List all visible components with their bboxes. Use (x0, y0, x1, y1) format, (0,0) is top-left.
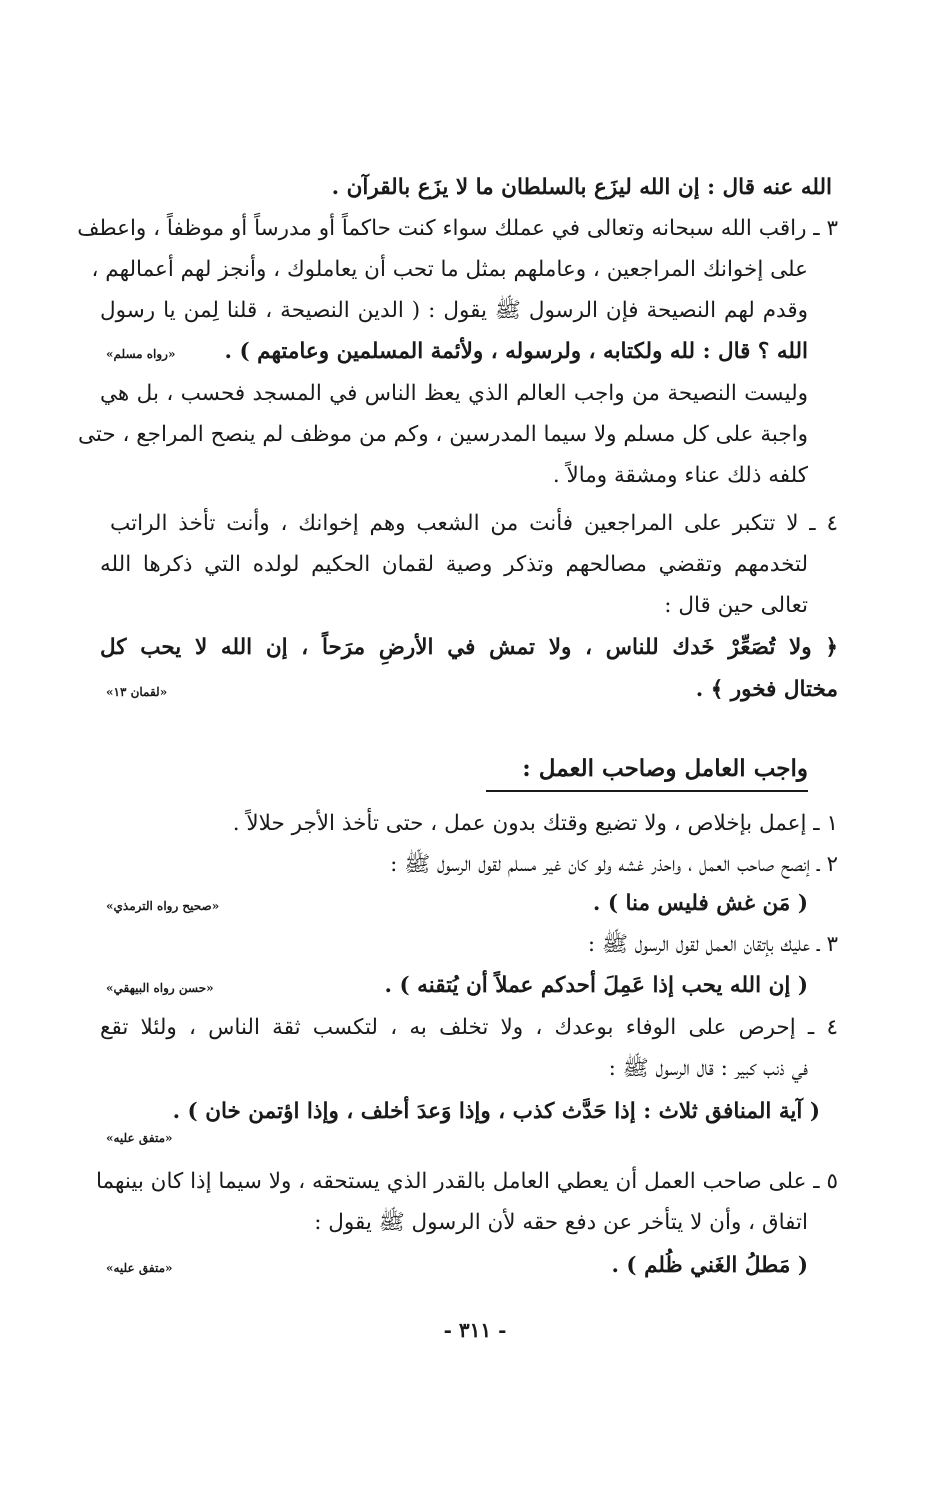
quran-verse: ﴿ ولا تُصَعِّرْ خَدك للناس ، ولا تمش في الأرضِ مرَحاً ، إن الله لا يحب كل (100, 635, 838, 660)
reference-muslim: «رواه مسلم» (106, 347, 176, 361)
text-line: تعالى حين قال : (664, 593, 808, 618)
text-line: كلفه ذلك عناء ومشقة ومالاً . (552, 463, 808, 488)
text-line: لتخدمهم وتقضي مصالحهم وتذكر وصية لقمان الحكيم لولده التي ذكرها الله (100, 552, 808, 577)
reference-bayhaqi: «حسن رواه البيهقي» (106, 981, 214, 995)
list-item: ٤ ـ إحرص على الوفاء بوعدك ، ولا تخلف به ، لتكسب ثقة الناس ، ولئلا تقع (100, 1015, 838, 1040)
list-item: ٢ ـ إنصح صاحب العمل ، واحذر غشه ولو كان غير مسلم لقول الرسول ﷺ : (390, 852, 838, 877)
text-line: على إخوانك المراجعين ، وعاملهم بمثل ما تحب أن يعاملوك ، وأنجز لهم أعمالهم ، (91, 257, 808, 282)
text-line: وقدم لهم النصيحة فإن الرسول ﷺ يقول : ( الدين النصيحة ، قلنا لِمن يا رسول (100, 298, 808, 323)
hadith-text: ( إن الله يحب إذا عَمِلَ أحدكم عملاً أن يُتقنه ) . (384, 973, 808, 998)
page-number: - ٣١١ - (443, 1318, 507, 1342)
hadith-text: ( مَطلُ الغَني ظُلم ) . (611, 1253, 808, 1278)
section-heading: واجب العامل وصاحب العمل : (522, 755, 808, 782)
text-line: الله عنه قال : إن الله ليزَع بالسلطان ما لا يزَع بالقرآن . (331, 175, 832, 200)
text-line: وليست النصيحة من واجب العالم الذي يعظ الناس في المسجد فحسب ، بل هي (100, 381, 808, 406)
text-line: ٣ ـ راقب الله سبحانه وتعالى في عملك سواء كنت حاكماً أو مدرساً أو موظفاً ، واعطف (77, 216, 838, 241)
text-line: اتفاق ، وأن لا يتأخر عن دفع حقه لأن الرسول ﷺ يقول : (314, 1210, 808, 1235)
reference-luqman: «لقمان ١٣» (106, 685, 168, 699)
text-line: ٤ ـ لا تتكبر على المراجعين فأنت من الشعب وهم إخوانك ، وأنت تأخذ الراتب (110, 511, 838, 536)
hadith-text: ( مَن غش فليس منا ) . (592, 891, 808, 916)
list-item: ٥ ـ على صاحب العمل أن يعطي العامل بالقدر الذي يستحقه ، ولا سيما إذا كان بينهما (95, 1169, 838, 1194)
list-item: ١ ـ إعمل بإخلاص ، ولا تضيع وقتك بدون عمل ، حتى تأخذ الأجر حلالاً . (232, 811, 838, 836)
quran-verse: مختال فخور ﴾ . (695, 677, 838, 702)
heading-underline (486, 790, 808, 792)
text-line: في ذنب كبير : قال الرسول ﷺ : (608, 1056, 808, 1081)
hadith-text: ( آية المنافق ثلاث : إذا حَدَّث كذب ، وإذا وَعدَ أخلف ، وإذا اؤتمن خان ) . (172, 1099, 820, 1124)
reference-agreed: «متفق عليه» (106, 1261, 173, 1275)
text-line: واجبة على كل مسلم ولا سيما المدرسين ، وكم من موظف لم ينصح المراجع ، حتى (77, 422, 808, 447)
list-item: ٣ ـ عليك بإتقان العمل لقول الرسول ﷺ : (587, 932, 838, 957)
text-line: الله ؟ قال : لله ولكتابه ، ولرسوله ، ولأئمة المسلمين وعامتهم ) . (224, 339, 808, 364)
reference-agreed: «متفق عليه» (106, 1131, 173, 1145)
reference-tirmidhi: «صحيح رواه الترمذي» (106, 899, 220, 913)
